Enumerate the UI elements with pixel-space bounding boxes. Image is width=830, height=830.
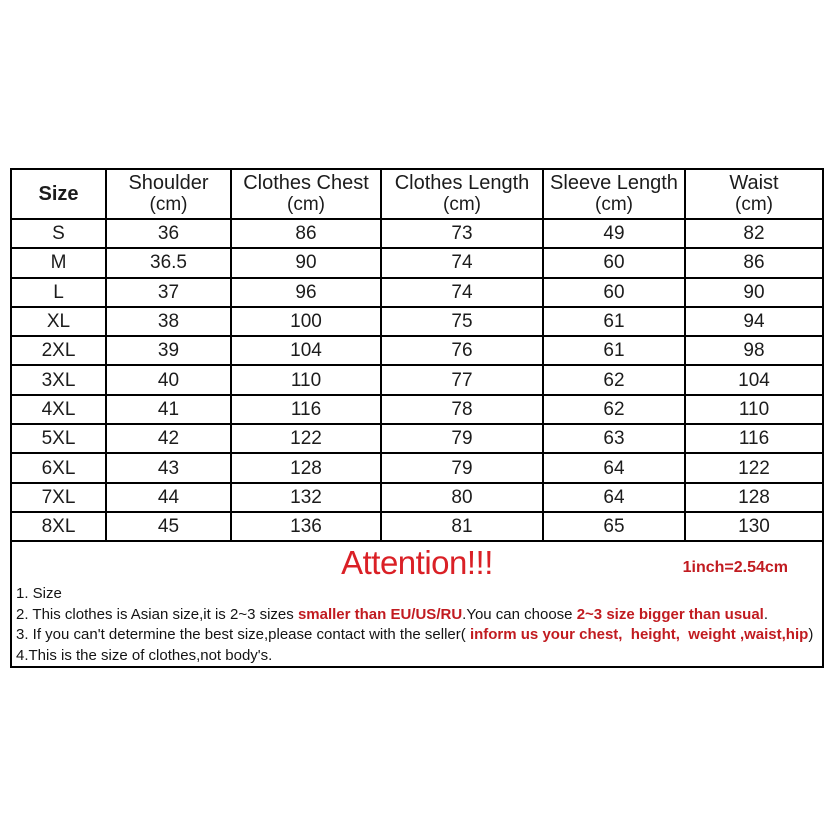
value-cell: 128 <box>231 453 381 482</box>
note-line: 2. This clothes is Asian size,it is 2~3 sizes smaller than EU/US/RU.You can choose 2~3 size bigger than usual. <box>16 605 769 623</box>
value-cell: 100 <box>231 307 381 336</box>
value-cell: 110 <box>685 395 823 424</box>
value-cell: 132 <box>231 483 381 512</box>
table-row-m <box>11 248 823 277</box>
table-row-5xl <box>11 424 823 453</box>
value-cell: 65 <box>543 512 685 541</box>
value-cell: 44 <box>106 483 231 512</box>
value-cell: 60 <box>543 278 685 307</box>
size-cell: 4XL <box>11 395 106 424</box>
value-cell: 41 <box>106 395 231 424</box>
table-row-s <box>11 219 823 248</box>
value-cell: 62 <box>543 395 685 424</box>
value-cell: 116 <box>231 395 381 424</box>
attention-section <box>11 541 823 667</box>
value-cell: 37 <box>106 278 231 307</box>
value-cell: 82 <box>685 219 823 248</box>
value-cell: 76 <box>381 336 543 365</box>
size-cell: 6XL <box>11 453 106 482</box>
size-chart-body <box>11 219 823 541</box>
header-cell-waist: Waist (cm) <box>685 169 823 219</box>
value-cell: 80 <box>381 483 543 512</box>
value-cell: 63 <box>543 424 685 453</box>
value-cell: 73 <box>381 219 543 248</box>
size-chart-header <box>11 169 823 219</box>
header-cell-size: Size <box>11 169 106 219</box>
value-cell: 98 <box>685 336 823 365</box>
value-cell: 116 <box>685 424 823 453</box>
table-row-4xl <box>11 395 823 424</box>
value-cell: 94 <box>685 307 823 336</box>
value-cell: 122 <box>685 453 823 482</box>
attention-row <box>11 541 823 667</box>
header-cell-sleeve-length: Sleeve Length (cm) <box>543 169 685 219</box>
size-cell: S <box>11 219 106 248</box>
value-cell: 74 <box>381 248 543 277</box>
size-cell: XL <box>11 307 106 336</box>
value-cell: 104 <box>231 336 381 365</box>
table-row-6xl <box>11 453 823 482</box>
value-cell: 128 <box>685 483 823 512</box>
size-cell: M <box>11 248 106 277</box>
value-cell: 90 <box>231 248 381 277</box>
value-cell: 78 <box>381 395 543 424</box>
header-cell-clothes-chest: Clothes Chest (cm) <box>231 169 381 219</box>
header-cell-shoulder: Shoulder (cm) <box>106 169 231 219</box>
size-cell: 5XL <box>11 424 106 453</box>
value-cell: 75 <box>381 307 543 336</box>
value-cell: 61 <box>543 307 685 336</box>
value-cell: 45 <box>106 512 231 541</box>
value-cell: 42 <box>106 424 231 453</box>
note-line: 4.This is the size of clothes,not body's. <box>16 646 273 664</box>
value-cell: 79 <box>381 424 543 453</box>
value-cell: 79 <box>381 453 543 482</box>
value-cell: 40 <box>106 365 231 394</box>
value-cell: 81 <box>381 512 543 541</box>
size-cell: 2XL <box>11 336 106 365</box>
value-cell: 110 <box>231 365 381 394</box>
value-cell: 86 <box>231 219 381 248</box>
size-cell: L <box>11 278 106 307</box>
value-cell: 43 <box>106 453 231 482</box>
value-cell: 74 <box>381 278 543 307</box>
value-cell: 62 <box>543 365 685 394</box>
value-cell: 77 <box>381 365 543 394</box>
attention-title: Attention!!! <box>341 544 493 582</box>
value-cell: 60 <box>543 248 685 277</box>
value-cell: 104 <box>685 365 823 394</box>
value-cell: 38 <box>106 307 231 336</box>
value-cell: 96 <box>231 278 381 307</box>
size-chart-table <box>10 168 824 668</box>
value-cell: 49 <box>543 219 685 248</box>
size-cell: 3XL <box>11 365 106 394</box>
value-cell: 36.5 <box>106 248 231 277</box>
value-cell: 64 <box>543 453 685 482</box>
value-cell: 122 <box>231 424 381 453</box>
inch-conversion-note: 1inch=2.54cm <box>682 559 788 577</box>
value-cell: 90 <box>685 278 823 307</box>
table-row-2xl <box>11 336 823 365</box>
table-row-7xl <box>11 483 823 512</box>
size-cell: 7XL <box>11 483 106 512</box>
value-cell: 39 <box>106 336 231 365</box>
value-cell: 136 <box>231 512 381 541</box>
header-row <box>11 169 823 219</box>
note-line: 3. If you can't determine the best size,please contact with the seller( inform us your chest, height, weight ,waist,hip) <box>16 626 814 644</box>
value-cell: 86 <box>685 248 823 277</box>
notes-list <box>12 584 822 666</box>
value-cell: 36 <box>106 219 231 248</box>
value-cell: 64 <box>543 483 685 512</box>
table-row-l <box>11 278 823 307</box>
table-row-8xl <box>11 512 823 541</box>
size-cell: 8XL <box>11 512 106 541</box>
table-row-3xl <box>11 365 823 394</box>
table-row-xl <box>11 307 823 336</box>
value-cell: 61 <box>543 336 685 365</box>
value-cell: 130 <box>685 512 823 541</box>
note-line: 1. Size <box>16 585 62 603</box>
header-cell-clothes-length: Clothes Length (cm) <box>381 169 543 219</box>
